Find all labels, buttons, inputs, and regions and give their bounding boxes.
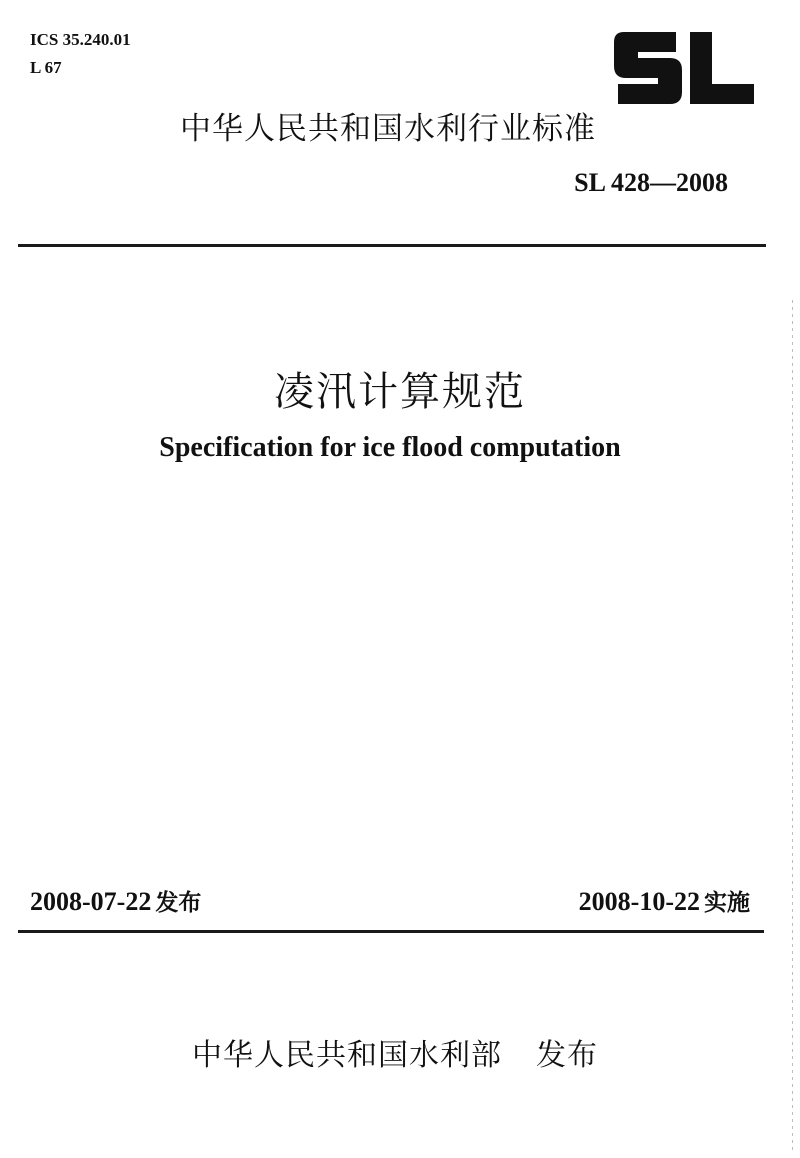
bottom-divider [18, 930, 764, 933]
publish-label: 发布 [155, 890, 202, 916]
title-english: Specification for ice flood computation [159, 432, 621, 463]
sl-logo-s-shape [614, 32, 682, 104]
implement-label: 实施 [704, 890, 750, 916]
implement-date: 2008-10-22 [578, 887, 700, 916]
classification-code: L 67 [30, 58, 62, 77]
scan-edge [792, 300, 793, 1150]
publish-date-line [30, 884, 201, 917]
issuer-line [0, 1030, 790, 1074]
title-chinese: 凌汛计算规范 [274, 369, 526, 415]
ics-code: ICS 35.240.01 [30, 30, 131, 49]
sl-logo [614, 32, 754, 104]
issuer-action: 发布 [536, 1038, 598, 1073]
implement-date-line [579, 884, 750, 917]
top-divider [18, 244, 766, 247]
sl-logo-l-shape [690, 32, 754, 104]
standard-number: SL 428—2008 [574, 168, 728, 197]
standard-category: 中华人民共和国水利行业标准 [180, 111, 596, 147]
issuer-name: 中华人民共和国水利部 [192, 1038, 502, 1073]
publish-date: 2008-07-22 [30, 887, 152, 916]
